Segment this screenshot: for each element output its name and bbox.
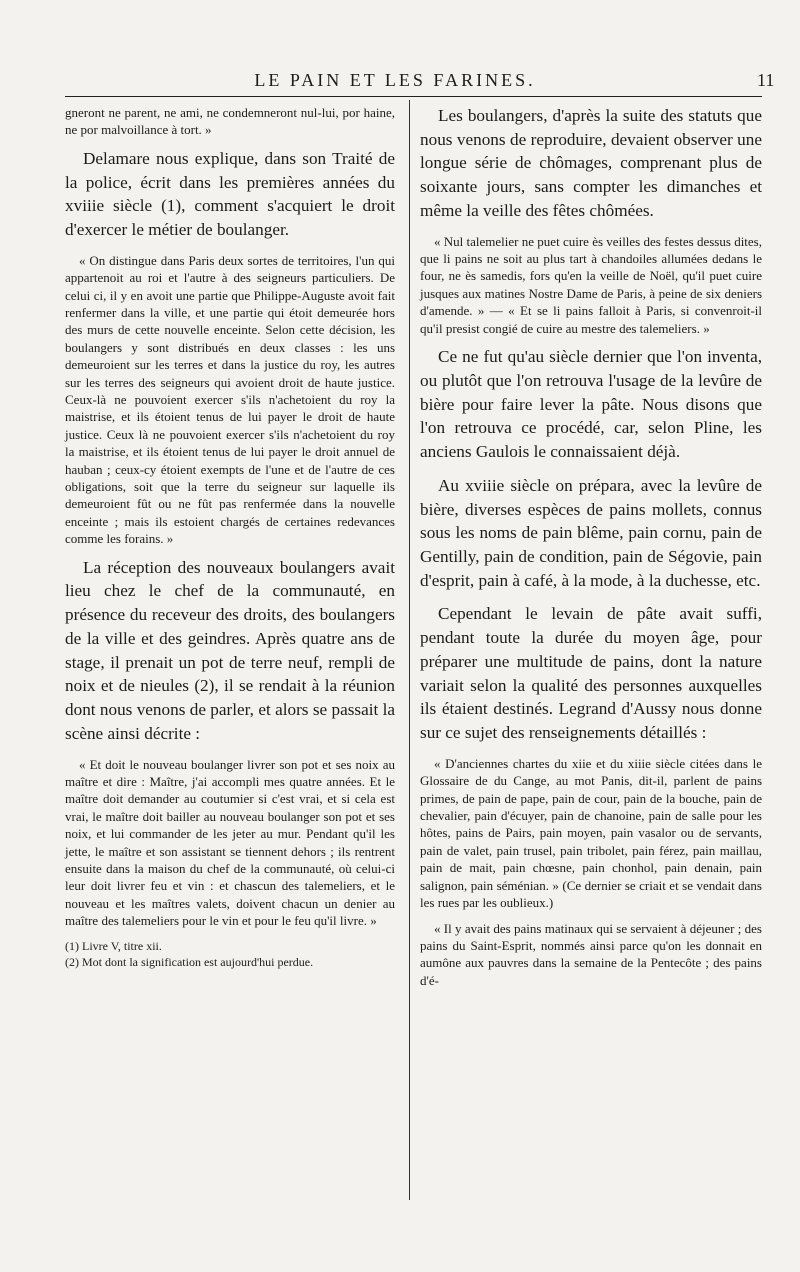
paragraph-chomages: Les boulangers, d'après la suite des statuts que nous venons de reproduire, devaient observer une longue série de chômages, comprenant plus de soixante jours, sans compter les dimanches et même la veille des fêtes chômées.	[420, 106, 762, 220]
quote-pains-matinaux: « Il y avait des pains matinaux qui se servaient à déjeuner ; des pains du Saint-Esprit, nommés ainsi parce qu'on les donnait en aumône aux pauvres dans la semaine de la Pentecôte ; des pains d'é-	[420, 920, 762, 988]
footnote-1: (1) Livre V, titre xii.	[65, 938, 162, 953]
left-column	[65, 104, 395, 970]
quote-territoires: « On distingue dans Paris deux sortes de territoires, l'un qui appartenoit au roi et l'autre à des seigneurs particuliers. De celui ci, il y en avoit une partie que Philippe-Auguste avoit fait renfermer dans la ville, et une partie qui étoit demeurée hors des murs de cette nouvelle enceinte. Selon cette décision, les boulangers y sont distribués en deux classes : les uns demeuroient sur les terres et dans la justice du roy, les autres sur les terres des seigneurs qui avoient droit de haute justice. Ceux-là ne pouvoient exercer s'ils n'achetoient du roy la maistrise, et ils étoient tenus de lui payer le droit de haute justice. Ceux là ne pouvoient exercer s'ils n'achetoient du roy la maistrise, et ils étoient tenus de lui payer le droit annuel de hauban ; ceux-cy étoient exempts de l'une et de l'autre de ces obligations, soit que la terre du seigneur sur laquelle ils demeuroient fût ou ne fût pas renfermée dans la nouvelle enceinte ; mais ils estoient chargés de certaines redevances comme les forains. »	[65, 252, 395, 547]
right-column	[420, 104, 762, 997]
quote-continuation: gneront ne parent, ne ami, ne condemneront nul-lui, por haine, ne por malvoillance à tort. »	[65, 105, 395, 138]
quote-ceremonie: « Et doit le nouveau boulanger livrer son pot et ses noix au maître et dire : Maître, j'ai accompli mes quatre années. Et le maître doit demander au coutumier si c'est vrai, et si cela est vrai, le maître doit bailler au nouveau boulanger son pot et ses noix, et lui commander de les jeter au mur. Pendant qu'il les jette, le maître et son assistant se tiennent dehors ; ils rentrent ensuite dans la maison du chef de la communauté, où celui-ci leur doit livrer feu et vin : et chascun des talemeliers, et le nouveau et les maîtres valets, doivent chacun un denier au maître des talemeliers pour le vin et pour le feu qu'il livre. »	[65, 756, 395, 929]
quote-chartes: « D'anciennes chartes du xiie et du xiiie siècle citées dans le Glossaire de du Cange, au mot Panis, dit-il, parlent de pains primes, de pain de pape, pain de cour, pain de la bouche, pain de chevalier, pain d'écuyer, pain de chanoine, pain de salle pour les hôtes, pains de Pairs, pain moyen, pain vasalor ou de servants, pain de valet, pain trusel, pain tribolet, pain férez, pain maillau, pain de mait, pain chœsne, pain chonhol, pain denain, pain salignon, pain séménian. » (Ce dernier se criait et se vendait dans les rues par les oublieux.)	[420, 755, 762, 911]
paragraph-levure: Ce ne fut qu'au siècle dernier que l'on inventa, ou plutôt que l'on retrouva l'usage de la levûre de bière pour faire lever la pâte. Nous disons que l'on retrouva ce procédé, car, selon Pline, les anciens Gaulois le connaissaient déjà.	[420, 347, 762, 462]
running-header	[0, 70, 800, 96]
column-divider	[409, 100, 410, 1200]
paragraph-delamare: Delamare nous explique, dans son Traité de la police, écrit dans les premières années du xviiie siècle (1), comment s'acquiert le droit d'exercer le métier de boulanger.	[65, 148, 395, 240]
footnote-2: (2) Mot dont la signification est aujourd'hui perdue.	[65, 954, 314, 969]
paragraph-levain: Cependant le levain de pâte avait suffi, pendant toute la durée du moyen âge, pour préparer une multitude de pains, dont la nature variait selon la qualité des personnes auxquelles ils étaient destinés. Legrand d'Aussy nous donne sur ce sujet des renseignements détaillés :	[420, 604, 762, 743]
running-title: LE PAIN ET LES FARINES.	[254, 70, 536, 90]
paragraph-reception: La réception des nouveaux boulangers avait lieu chez le chef de la communauté, en présence du receveur des droits, des boulangers de la ville et des geindres. Après quatre ans de stage, il prenait un pot de terre neuf, rempli de noix et de nieules (2), il se rendait à la réunion dont nous venons de parler, et alors se passait la scène ainsi décrite :	[65, 557, 395, 743]
quote-talemelier: « Nul talemelier ne puet cuire ès veilles des festes dessus dites, que li pains ne soit au plus tart à chandoiles allumées dedans le four, ne ès samedis, fors qu'en la veille de Noël, qu'il puet cuire jusques aux matines Nostre Dame de Paris, à peine de six deniers d'amende. » — « Et se li pains falloit à Paris, si convenroit-il qu'il presist congié de cuire au mestre des talemeliers. »	[420, 233, 762, 336]
page-number: 11	[757, 70, 775, 90]
header-rule	[65, 96, 762, 97]
footnotes	[65, 938, 395, 970]
paragraph-pains-mollets: Au xviiie siècle on prépara, avec la levûre de bière, diverses espèces de pains mollets, connus sous les noms de pain blême, pain cornu, pain de Gentilly, pain de condition, pain de Ségovie, pain d'esprit, pain à café, à la mode, à la duchesse, etc.	[420, 475, 762, 590]
